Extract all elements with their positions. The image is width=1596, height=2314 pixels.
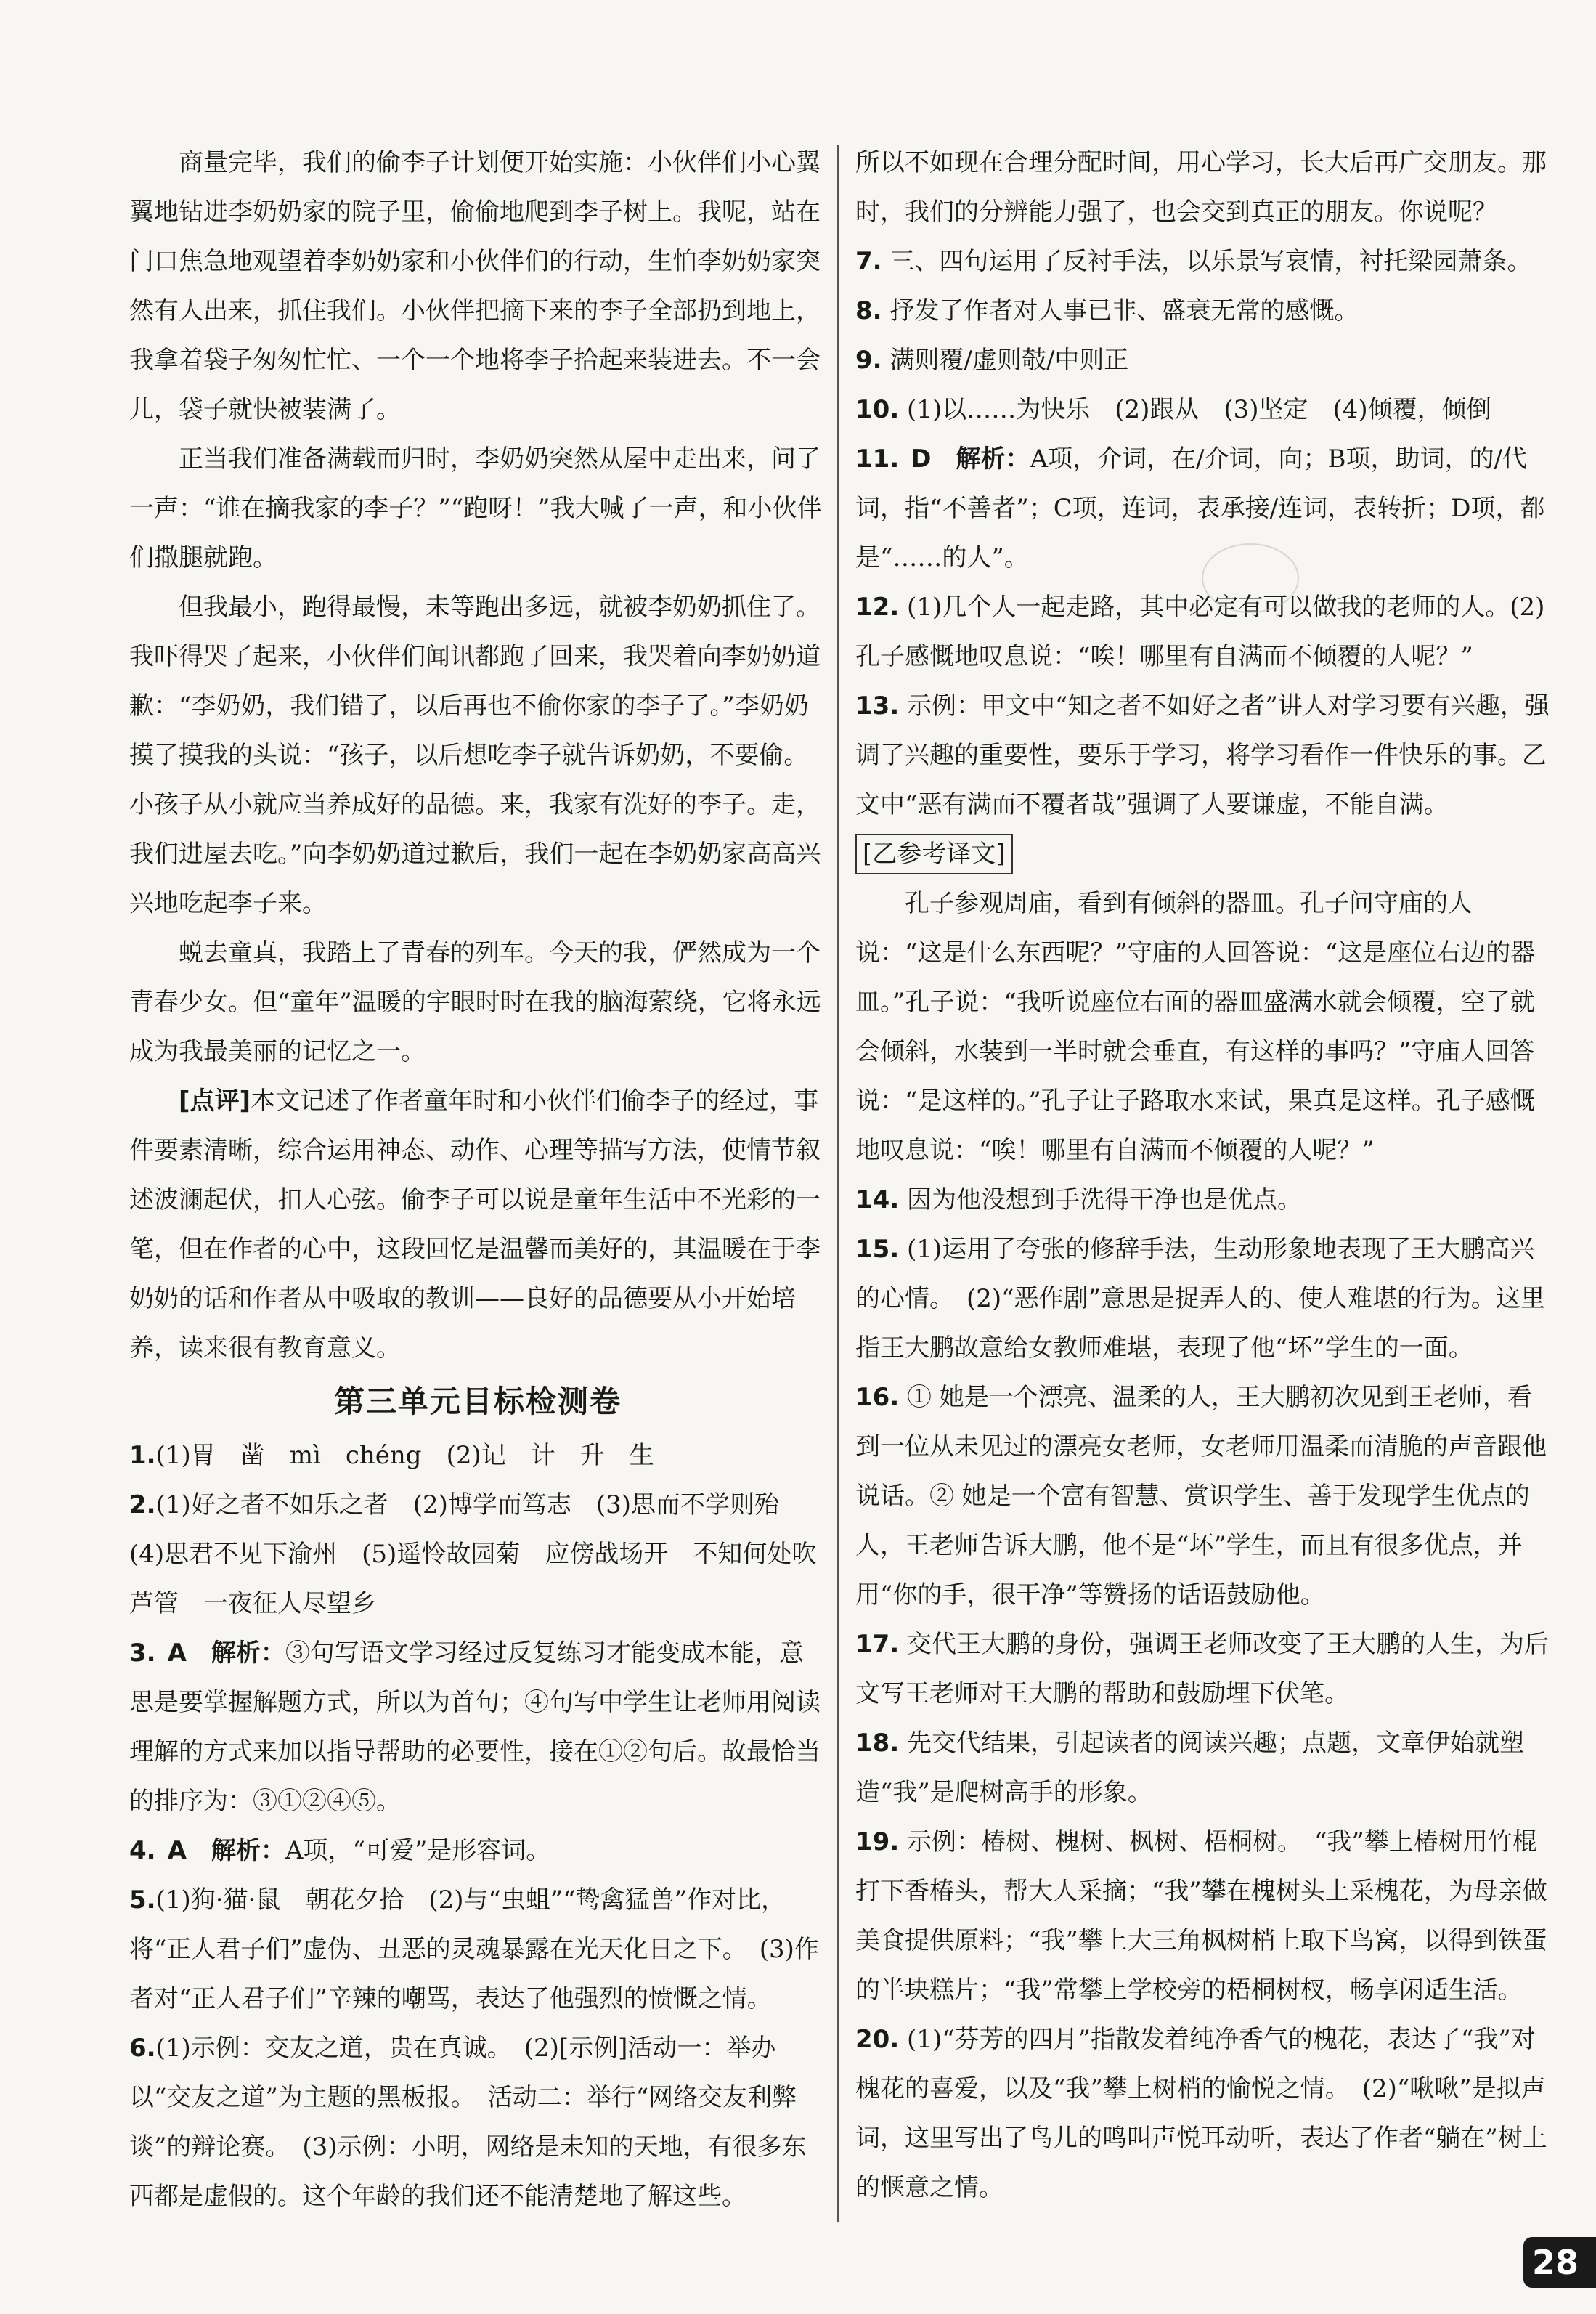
item-text: 交代王大鹏的身份，强调王老师改变了王大鹏的人生，为后文写王老师对王大鹏的帮助和鼓励埋下伏笔。 [855,1630,1550,1708]
answer-item [855,2015,1552,2212]
item-label: D 解析： [911,444,1030,474]
item-number: 5. [129,1885,156,1915]
answer-item [129,1875,826,2023]
item-label: A 解析： [167,1639,285,1668]
item-number: 4. [129,1836,156,1865]
item-number: 11. [855,444,900,474]
item-text: 先交代结果，引起读者的阅读兴趣；点题，文章伊始就塑造“我”是爬树高手的形象。 [855,1729,1525,1807]
answer-item [855,1718,1552,1817]
item-text: (1)示例：交友之道，贵在真诚。 (2)[示例]活动一：举办以“交友之道”为主题的黑板报。 活动二：举行“网络交友利弊谈”的辩论赛。 (3)示例：小明，网络是未知的天地，有很多东西都是虚假的。这个年龄的我们还不能清楚地了解这些。 [129,2034,807,2211]
item-text: (1)“芬芳的四月”指散发着纯净香气的槐花，表达了“我”对槐花的喜爱，以及“我”攀上树梢的愉悦之情。 (2)“啾啾”是拟声词，这里写出了鸟儿的鸣叫声悦耳动听，表达了作者“躺在”树上的惬意之情。 [855,2025,1547,2202]
answer-item [855,681,1552,829]
right-column [855,138,1552,2212]
item-number: 18. [855,1729,900,1758]
item-number: 17. [855,1630,900,1659]
item-number: 20. [855,2025,900,2054]
section-title: 第三单元目标检测卷 [333,1384,622,1419]
item-text: 因为他没想到手洗得干净也是优点。 [907,1185,1303,1214]
item-number: 8. [855,296,882,325]
item-text: ① 她是一个漂亮、温柔的人，王大鹏初次见到王老师，看到一位从未见过的漂亮女老师，女老师用温柔而清脆的声音跟他说话。② 她是一个富有智慧、赏识学生、善于发现学生优点的人，王老师告诉大鹏，他不是“坏”学生，而且有很多优点，并用“你的手，很干净”等赞扬的话语鼓励他。 [855,1383,1547,1609]
answer-item [855,582,1552,681]
item-number: 2. [129,1490,156,1519]
item-number: 1. [129,1441,156,1470]
item-number: 3. [129,1639,156,1668]
item-text: (1)几个人一起走路，其中必定有可以做我的老师的人。(2)孔子感慨地叹息说：“唉！哪里有自满而不倾覆的人呢？” [855,593,1545,671]
item-text: 抒发了作者对人事已非、盛衰无常的感慨。 [889,296,1359,325]
translation-text: 孔子参观周庙，看到有倾斜的器皿。孔子问守庙的人说：“这是什么东西呢？”守庙的人回答说：“这是座位右边的器皿。”孔子说：“我听说座位右面的器皿盛满水就会倾覆，空了就会倾斜，水装到一半时就会垂直，有这样的事吗？”守庙人回答说：“是这样的。”孔子让子路取水来试，果真是这样。孔子感慨地叹息说：“唉！哪里有自满而不倾覆的人呢？” [855,889,1536,1165]
answer-item [855,1373,1552,1620]
item-number: 9. [855,346,882,375]
item-number: 19. [855,1827,900,1856]
item-text: (1)以……为快乐 (2)跟从 (3)坚定 (4)倾覆，倾倒 [907,395,1491,424]
item-text: 满则覆/虚则攲/中则正 [889,346,1129,375]
item-text: (1)胃 凿 mì chéng (2)记 计 升 生 [155,1441,654,1470]
item-number: 14. [855,1185,900,1214]
column-divider [837,145,839,2222]
answer-item [855,336,1552,385]
item-text: (1)运用了夸张的修辞手法，生动形象地表现了王大鹏高兴的心情。 (2)“恶作剧”意思是捉弄人的、使人难堪的行为。这里指王大鹏故意给女教师难堪，表现了他“坏”学生的一面。 [855,1235,1545,1363]
page-number: 28 [1523,2237,1596,2288]
item-text: A项，“可爱”是形容词。 [285,1836,551,1865]
item-text: (1)好之者不如乐之者 (2)博学而笃志 (3)思而不学则殆 (4)思君不见下渝州 (5)遥怜故园菊 应傍战场开 不知何处吹芦管 一夜征人尽望乡 [129,1490,817,1618]
answer-item [129,1431,826,1480]
answer-item [129,2023,826,2221]
continuation-text: 所以不如现在合理分配时间，用心学习，长大后再广交朋友。那时，我们的分辨能力强了，也会交到真正的朋友。你说呢？ [855,148,1547,227]
item-number: 10. [855,395,900,424]
item-number: 7. [855,247,882,276]
item-text: 示例：椿树、槐树、枫树、梧桐树。 “我”攀上椿树用竹棍打下香椿头，帮大人采摘；“我”攀在槐树头上采槐花，为母亲做美食提供原料；“我”攀上大三角枫树梢上取下鸟窝，以得到铁蛋的半块糕片；“我”常攀上学校旁的梧桐树杈，畅享闲适生活。 [855,1827,1547,2005]
story-paragraph: 蜕去童真，我踏上了青春的列车。今天的我，俨然成为一个青春少女。但“童年”温暖的宇眼时时在我的脑海萦绕，它将永远成为我最美丽的记忆之一。 [129,938,821,1066]
item-text: (1)狗·猫·鼠 朝花夕拾 (2)与“虫蛆”“鸷禽猛兽”作对比，将“正人君子们”虚伪、丑恶的灵魂暴露在光天化日之下。 (3)作者对“正人君子们”辛辣的嘲骂，表达了他强烈的愤慨之情。 [129,1885,819,2013]
answer-item [855,1620,1552,1718]
item-text: A项，介词，在/介词，向；B项，助词，的/代词，指“不善者”；C项，连词，表承接/连词，表转折；D项，都是“……的人”。 [855,444,1545,572]
left-column [129,138,826,2221]
comment-text: 本文记述了作者童年时和小伙伴们偷李子的经过，事件要素清晰，综合运用神态、动作、心理等描写方法，使情节叙述波澜起伏，扣人心弦。偷李子可以说是童年生活中不光彩的一笔，但在作者的心中，这段回忆是温馨而美好的，其温暖在于李奶奶的话和作者从中吸取的教训——良好的品德要从小开始培养，读来很有教育意义。 [129,1087,821,1363]
watermark-stamp [1202,543,1299,613]
item-number: 13. [855,691,900,720]
item-text: 三、四句运用了反衬手法，以乐景写哀情，衬托梁园萧条。 [889,247,1532,276]
answer-item [855,434,1552,582]
answer-item [855,1225,1552,1373]
item-number: 15. [855,1235,900,1264]
item-text: ③句写语文学习经过反复练习才能变成本能，意思是要掌握解题方式，所以为首句；④句写中学生让老师用阅读理解的方式来加以指导帮助的必要性，接在①②句后。故最恰当的排序为：③①②④⑤。 [129,1639,821,1816]
answer-item [855,1175,1552,1225]
item-number: 16. [855,1383,900,1412]
answer-item [129,1826,826,1875]
answer-item [129,1480,826,1628]
answer-item [129,1628,826,1826]
comment-paragraph [129,1076,826,1373]
story-paragraph: 但我最小，跑得最慢，未等跑出多远，就被李奶奶抓住了。我吓得哭了起来，小伙伴们闻讯都跑了回来，我哭着向李奶奶道歉：“李奶奶，我们错了，以后再也不偷你家的李子了。”李奶奶摸了摸我的头说：“孩子，以后想吃李子就告诉奶奶，不要偷。小孩子从小就应当养成好的品德。来，我家有洗好的李子。走，我们进屋去吃。”向李奶奶道过歉后，我们一起在李奶奶家高高兴兴地吃起李子来。 [129,593,821,918]
translation-heading [855,829,1552,879]
item-number: 6. [129,2034,156,2063]
answer-item [855,237,1552,286]
answer-item [855,1817,1552,2015]
story-paragraph: 商量完毕，我们的偷李子计划便开始实施：小伙伴们小心翼翼地钻进李奶奶家的院子里，偷偷地爬到李子树上。我呢，站在门口焦急地观望着李奶奶家和小伙伴们的行动，生怕李奶奶家突然有人出来，抓住我们。小伙伴把摘下来的李子全部扔到地上，我拿着袋子匆匆忙忙、一个一个地将李子拾起来装进去。不一会儿，袋子就快被装满了。 [129,148,821,424]
answer-item [855,286,1552,336]
item-label: A 解析： [167,1836,285,1865]
item-number: 12. [855,593,900,622]
comment-tag: [点评] [179,1087,251,1116]
translation-title: [乙参考译文] [855,834,1013,874]
story-paragraph: 正当我们准备满载而归时，李奶奶突然从屋中走出来，问了一声：“谁在摘我家的李子？”“跑呀！”我大喊了一声，和小伙伴们撒腿就跑。 [129,444,822,572]
item-text: 示例：甲文中“知之者不如好之者”讲人对学习要有兴趣，强调了兴趣的重要性，要乐于学习，将学习看作一件快乐的事。乙文中“恶有满而不覆者哉”强调了人要谦虚，不能自满。 [855,691,1550,819]
answer-item [855,385,1552,434]
